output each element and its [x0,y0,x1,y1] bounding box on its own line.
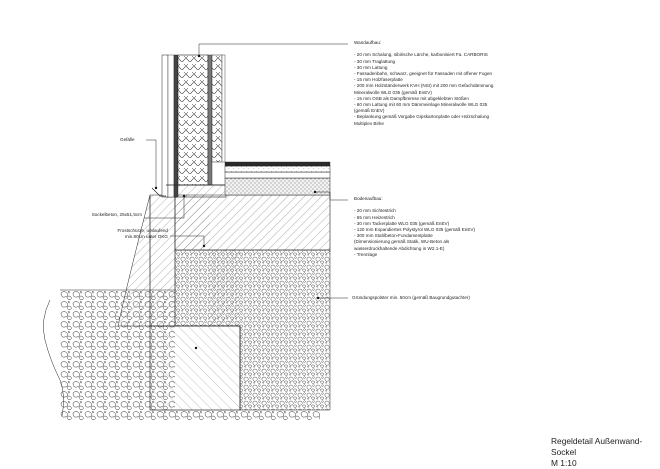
floor-layer: - 120 mm Expandiertes Polystyrol WLG 035 (gemäß EnEV) [354,227,476,233]
floor-heating-screed [225,166,330,172]
label-sockel: Sockelbeton, 25x51,5cm [91,212,142,217]
floor-layer: - 300 mm Stahlbeton-Fundamentplatte [354,233,433,239]
wall-layer: - 20 mm Schalung, sibirische Lärche, karbonisiert Fa. CARBORIS [354,52,488,58]
frost-apron-body [150,195,175,326]
leader-wall [199,44,348,56]
wall-layer: Multiplex Birke [354,120,384,126]
wall-layer: - 15 mm OSB als Dampfbremse mit abgeklebten Stößen [354,95,469,101]
drawing-scale: M 1:10 [551,458,577,468]
wall-layer: Mineralwolle WLG 035 (gemäß EnEV) [354,89,432,95]
dot-floor [314,191,316,193]
wall-lining [222,55,225,162]
dot-gruendung [317,297,319,299]
wall-layer: - 15 mm Holzfaserplatte [354,77,403,83]
drawing-title: Regeldetail Außenwand-Sockel [551,436,643,457]
label-gruendung: Gründungspolster min. 50cm (gemäß Baugrundgutachter) [352,295,470,300]
wall-heading: Wandaufbau: [354,40,382,45]
dot-gefaelle [155,187,157,189]
floor-note [354,196,475,258]
wall-cladding [162,55,168,197]
wall-layer: - Beplankung gemäß Vorgabe Gipskartonplatte oder Holzschalung [354,114,490,120]
wall-service-layer [212,55,222,162]
floor-layer: - 65 mm Heizestrich [354,214,395,220]
floor-layer: - 30 mm Tackerplatte WLG 035 (gemäß EnEV) [354,220,450,226]
floor-finish-screed [225,162,330,166]
label-frost-line1: Frostschürze, umlaufend [117,228,168,233]
label-frost [60,228,168,240]
wall-layer: - 30 mm Traglattung [354,58,396,64]
label-frost-line2: min.80cm unter OKG [124,234,168,239]
floor-layer: wasserdruckhaltende Abdichtung in W2.1-E) [354,245,445,251]
foundation-slab [175,195,330,250]
wall-note [354,40,493,127]
title-block [551,436,660,469]
wall-layer: - 60 mm Lattung mit 60 mm Dämmeinlage Mineralwolle WLG 035 [354,102,488,108]
wall-layer: - Fassadenbahn, schwarz, geeignet für Fassaden mit offener Fugen [354,71,493,77]
wall-osb [208,55,212,185]
wall-battens [168,55,174,197]
wall-layer: (gemäß EnEV) [354,108,385,114]
wall-fiberboard [174,55,178,197]
label-gefaelle: Gefälle [120,137,135,142]
dot-frost [203,245,205,247]
floor-heading: Bodenaufbau: [354,196,383,201]
floor-tacker [225,172,330,178]
wall-insulation [178,55,208,185]
wall-layer: - 200 mm Holzständerwerk KVH (NSI) mit 200 mm Gefachdämmung [354,83,494,89]
floor-layer: - 20 mm Sichtestrich [354,208,396,214]
foundation-block [150,326,240,410]
leader-gefaelle [146,140,156,188]
wall-layer: - 30 mm Lattung [354,64,388,70]
floor-layer: (Dimensionierung gemäß Statik, WU-Beton als [354,239,450,245]
dot-foundation [195,347,197,349]
dot-sockel [183,195,185,197]
dot-wall [198,55,200,57]
floor-layer: - Trennlage [354,251,378,257]
